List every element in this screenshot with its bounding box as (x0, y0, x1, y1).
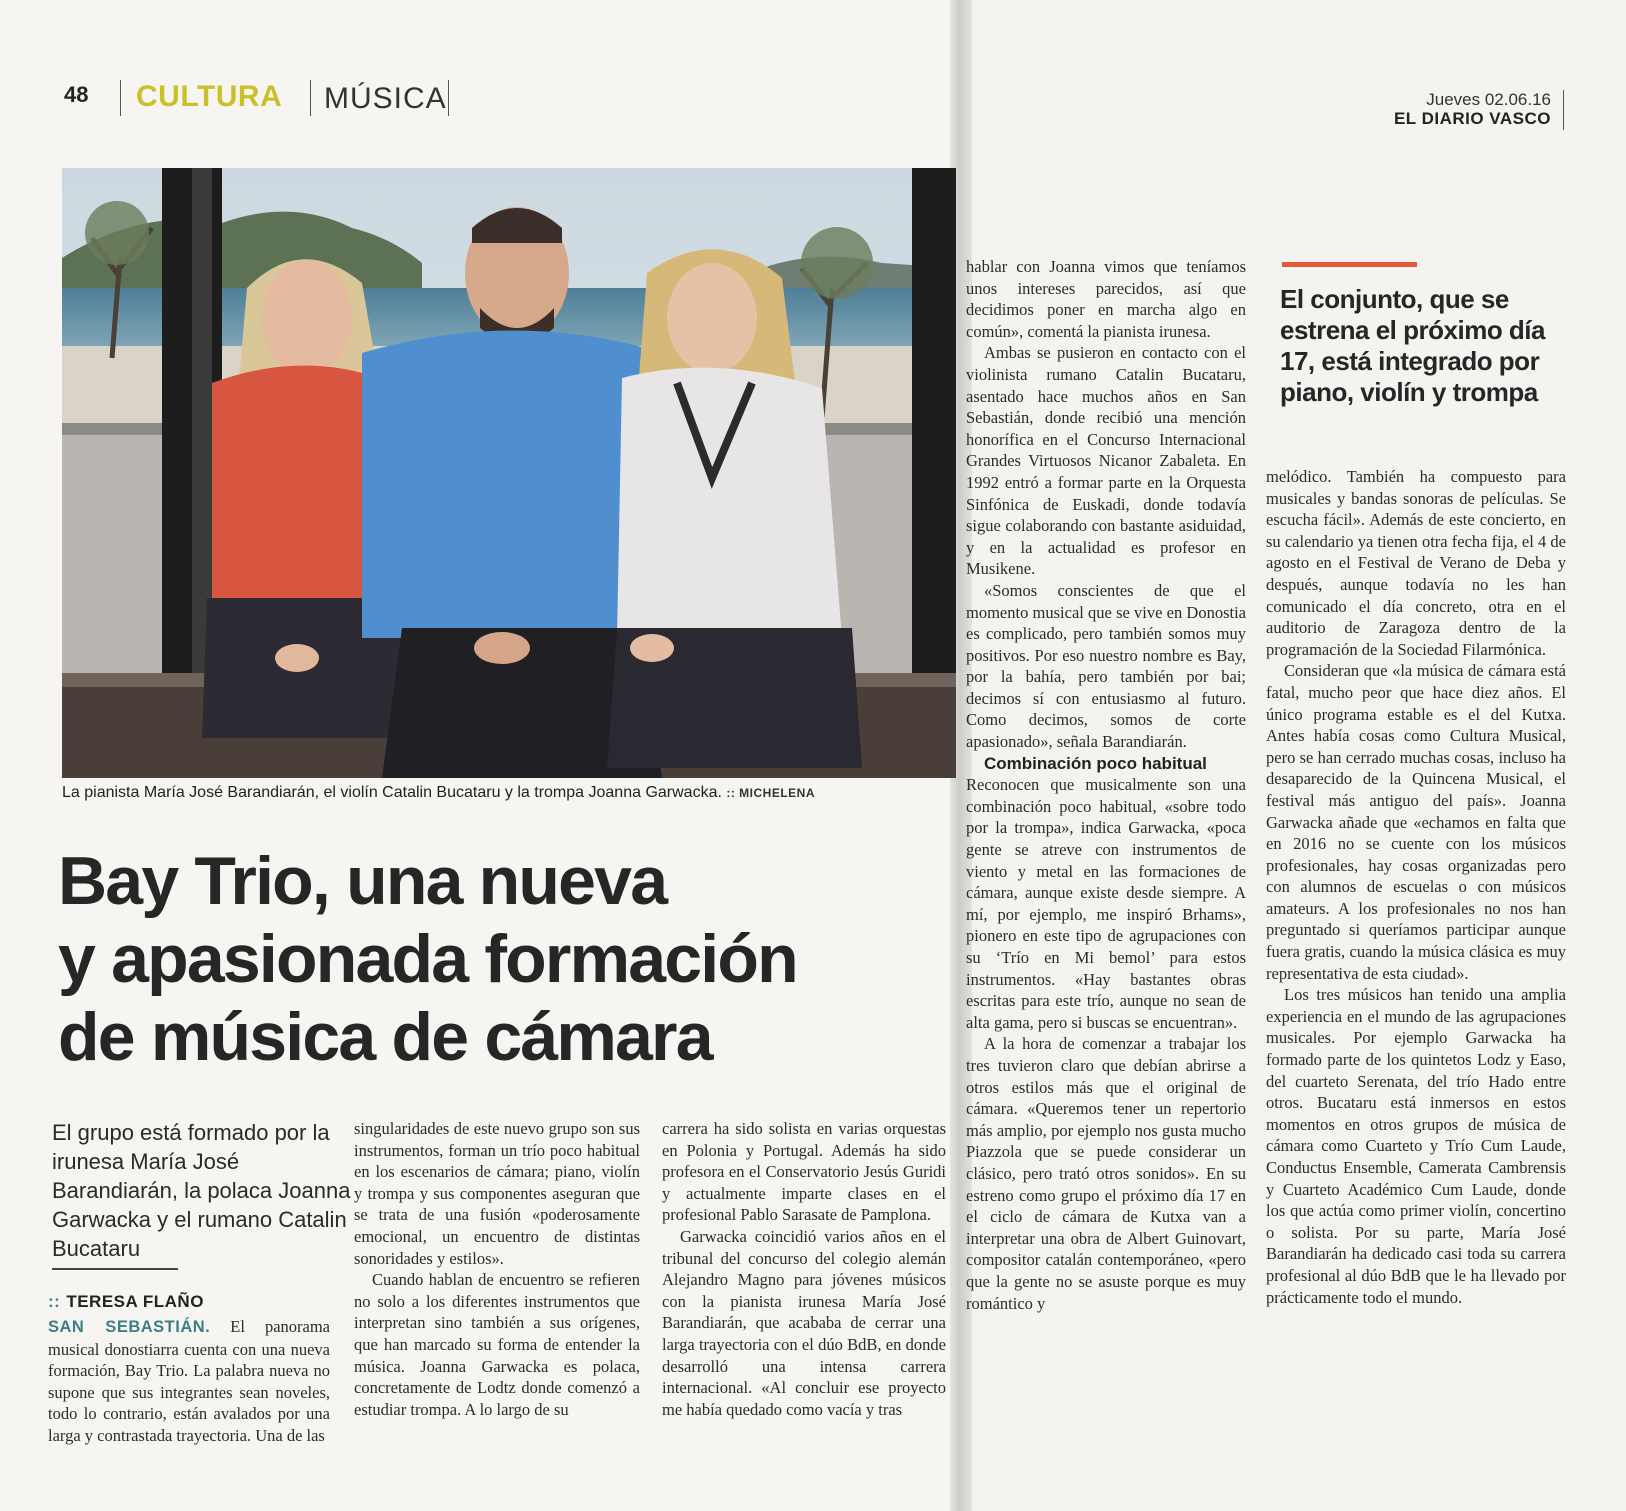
header-divider (448, 80, 449, 116)
body-paragraph: singularidades de este nuevo grupo son sus instrumentos, forman un trío poco habitual en los escenarios de cámara; piano, violín y trompa y sus componentes aseguran que se trata de una fusión «poderosamente emocional, un encuentro de distintas sonoridades y estilos». (354, 1119, 640, 1268)
body-paragraph: melódico. También ha compuesto para musicales y bandas sonoras de películas. Se escucha fácil». Además de este concierto, en su calendario ya tienen otra fecha fija, el 4 de agosto en el Festival de Verano de Deba y después, aunque todavía no les han comunicado el día concreto, otra en el auditorio de Zaragoza dentro de la programación de la Sociedad Filarmónica. (1266, 467, 1566, 659)
lede-divider (52, 1268, 178, 1270)
body-column-2 (354, 1118, 640, 1420)
article-lede: El grupo está formado por la irunesa María José Barandiarán, la polaca Joanna Garwacka y el rumano Catalin Bucataru (52, 1120, 351, 1261)
byline (48, 1292, 204, 1312)
dateline: SAN SEBASTIÁN. (48, 1318, 211, 1336)
pull-quote: El conjunto, que se estrena el próximo día 17, está integrado por piano, violín y trompa (1280, 284, 1545, 407)
pull-quote-bar (1282, 262, 1417, 267)
body-paragraph: Consideran que «la música de cámara está fatal, mucho peor que hace diez años. El único programa estable es el del Kutxa. Antes había cosas como Cultura Musical, pero se han cerrado muchas cosas, incluso ha desaparecido de la Quincena Musical, el festival más antiguo del país». Joanna Garwacka añade que «echamos en falta que en 2016 no se cuente con los músicos profesionales, hay cosas organizadas pero con alumnos de escuelas o con músicos amateurs. A los profesionales no nos han preguntado si queríamos participar aunque fuera gratis, cuando la música clásica es muy representativa de esta ciudad». (1266, 661, 1566, 983)
section-label: CULTURA (136, 80, 283, 113)
body-paragraph: hablar con Joanna vimos que teníamos unos intereses parecidos, así que decidimos poner en marcha algo en común», comentá la pianista irunesa. (966, 257, 1246, 341)
header-divider (120, 80, 121, 116)
body-paragraph: Los tres músicos han tenido una amplia experiencia en el mundo de las agrupaciones musicales. Por ejemplo Garwacka ha formado parte de los quintetos Lodz y Easo, del cuarteto Serenata, del trío Hado entre otros. Bucataru está inmersos en estos momentos en otros grupos de música de cámara como Cuarteto y Trío Cum Laude, Conductus Ensemble, Camerata Cambrensis y Cuarteto Académico Cum Laude, donde los que actúa como primer violín, concertino o solista. Por su parte, María José Barandiarán ha dedicado casi toda su carrera profesional al dúo BdB que le ha llevado por prácticamente todo el mundo. (1266, 985, 1566, 1307)
subsection-label: MÚSICA (324, 82, 447, 115)
header-divider (1563, 90, 1564, 130)
caption-text: La pianista María José Barandiarán, el violín Catalin Bucataru y la trompa Joanna Garwacka. (62, 784, 722, 801)
headline-line-1: Bay Trio, una nueva (58, 843, 667, 919)
photo-credit: :: MICHELENA (726, 786, 816, 800)
header-divider (310, 80, 311, 116)
body-column-3 (662, 1118, 946, 1420)
section-subhead: Combinación poco habitual (984, 753, 1207, 773)
body-paragraph: Garwacka coincidió varios años en el tribunal del concurso del colegio alemán Alejandro Magno para jóvenes músicos con la pianista irunesa María José Barandiarán, que acababa de cerrar una larga trayectoria con el dúo BdB, en donde desarrolló una intensa carrera internacional. «Al concluir ese proyecto me había quedado como vacía y tras (662, 1226, 946, 1419)
article-headline (58, 842, 938, 1076)
trio-photo-illustration (62, 168, 956, 778)
body-column-1 (48, 1316, 330, 1447)
body-column-4 (966, 256, 1246, 1314)
body-paragraph: Ambas se pusieron en contacto con el violinista rumano Catalin Bucataru, asentado hace muchos años en San Sebastián, donde recibió una mención honorífica en el Concurso Internacional Grandes Virtuosos Nicanor Zabaleta. En 1992 entró a formar parte en la Orquesta Sinfónica de Euskadi, donde todavía sigue colaborando con bastante asiduidad, y en la actualidad es profesor en Musikene. (966, 343, 1246, 579)
author-name: TERESA FLAÑO (66, 1292, 204, 1311)
newspaper-name: EL DIARIO VASCO (1393, 109, 1551, 128)
headline-line-2: y apasionada formación (58, 921, 797, 997)
body-paragraph: carrera ha sido solista en varias orquestas en Polonia y Portugal. Además ha sido profesora en el Conservatorio Jesús Guridi y actualmente imparte clases en el profesional Pablo Sarasate de Pamplona. (662, 1119, 946, 1225)
paragraph-text: El panorama musical donostiarra cuenta con una nueva formación, Bay Trio. La palabra nueva no supone que sus integrantes sean noveles, todo lo contrario, están avalados por una larga y contrastada trayectoria. Una de las (48, 1317, 330, 1445)
body-paragraph: «Somos conscientes de que el momento musical que se vive en Donostia es complicado, pero también somos muy positivos. Por eso nuestro nombre es Bay, por la bahía, pero también por bai; decimos sí con entusiasmo al futuro. Como decimos, somos de corte apasionado», señala Barandiarán. (966, 580, 1246, 752)
body-paragraph: A la hora de comenzar a trabajar los tres tuvieron claro que debían abrirse a otros estilos más que el original de cámara. «Queremos tener un repertorio más amplio, por ejemplo nos gusta mucho Piazzola que se puede considerar un clásico, pero trató otros sonidos». En su estreno como grupo el próximo día 17 en el ciclo de cámara de Kutxa van a interpretar una obra de Albert Guinovart, compositor catalán contemporáneo, «pero que la gente no se asuste porque es muy romántico y (966, 1034, 1246, 1313)
issue-date: Jueves 02.06.16 (1426, 90, 1551, 109)
body-column-5 (1266, 466, 1566, 1308)
page-number: 48 (64, 82, 89, 107)
body-paragraph (48, 1316, 330, 1447)
photo-caption (62, 784, 962, 802)
article-photo (62, 168, 956, 778)
bleed-through (880, 860, 960, 1060)
body-paragraph: Cuando hablan de encuentro se refieren no solo a los diferentes instrumentos que interpretan sino también a sus orígenes, que han marcado su forma de entender la música. Joanna Garwacka es polaca, concretamente de Lodtz donde comenzó a estudiar trompa. A lo largo de su (354, 1270, 640, 1419)
headline-line-3: de música de cámara (58, 999, 712, 1075)
byline-marker: :: (48, 1292, 61, 1311)
body-paragraph: Reconocen que musicalmente son una combinación poco habitual, «sobre todo por la trompa», indica Garwacka, «poca gente se atreve con instrumentos de viento y metal en las formaciones de cámara, aunque existe desde siempre. A mí, por ejemplo, me inspiró Brhams», pionero en este tipo de agrupaciones con su ‘Trío en Mi bemol’ para estos instrumentos. «Hay bastantes obras escritas para este trío, aunque no sean de alta gama, pero si buscas se encuentran». (966, 775, 1246, 1032)
